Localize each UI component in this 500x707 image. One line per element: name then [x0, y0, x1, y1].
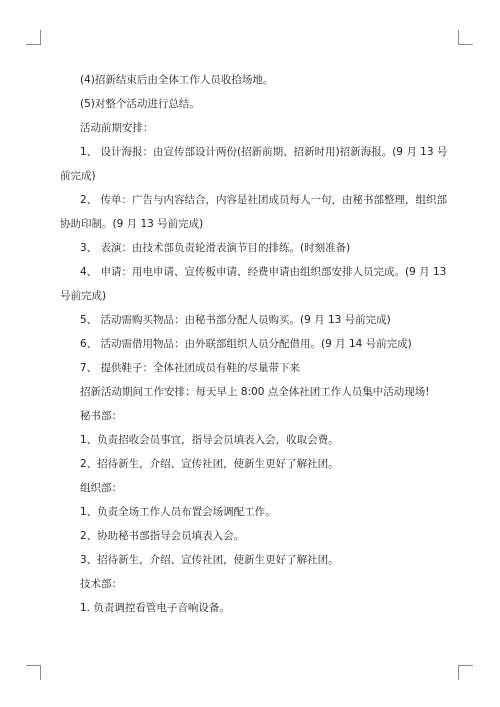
paragraph-continuation: 协助印制。(9 月 13 号前完成) — [60, 218, 204, 230]
paragraph-shoes: 7、 提供鞋子：全体社团成员有鞋的尽量带下来 — [80, 362, 301, 374]
paragraph-secretary-1: 1、负责招收会员事宜，指导会员填表入会，收取会费。 — [80, 434, 339, 446]
crop-mark-top-right — [458, 30, 473, 45]
paragraph-secretary-2: 2、招待新生，介绍、宣传社团，使新生更好了解社团。 — [80, 458, 339, 470]
paragraph-performance: 3、 表演：由技术部负责轮滑表演节目的排练。(时刻准备) — [80, 242, 351, 254]
paragraph-flyer — [60, 188, 450, 236]
paragraph-tech-1: 1. 负责调控看管电子音响设备。 — [80, 602, 230, 614]
crop-mark-top-left — [26, 30, 41, 45]
paragraph-organization-2: 2、协助秘书部指导会员填表入会。 — [80, 530, 245, 542]
paragraph-line: 1、 设计海报：由宣传部设计两份(招新前期、招新时用)招新海报。(9 月 13 号 — [80, 146, 448, 158]
paragraph-line: 4、 申请：用电申请、宣传板申请、经费申请由组织部安排人员完成。(9 月 13 — [80, 266, 447, 278]
crop-mark-bottom-left — [26, 665, 41, 680]
document-body — [60, 68, 450, 620]
paragraph-borrow: 6、 活动需借用物品：由外联部组织人员分配借用。(9 月 14 号前完成) — [80, 338, 412, 350]
heading-secretary-dept: 秘书部： — [80, 410, 122, 422]
paragraph-purchase: 5、 活动需购买物品：由秘书部分配人员购买。(9 月 13 号前完成) — [80, 314, 391, 326]
heading-tech-dept: 技术部： — [80, 578, 122, 590]
heading-pre-activity: 活动前期安排： — [80, 122, 154, 134]
paragraph-continuation: 前完成) — [60, 170, 96, 182]
heading-organization-dept: 组织部： — [80, 482, 122, 494]
paragraph-application — [60, 260, 450, 308]
paragraph-organization-3: 3、招待新生，介绍、宣传社团，使新生更好了解社团。 — [80, 554, 339, 566]
paragraph-poster — [60, 140, 450, 188]
paragraph-summary: (5)对整个活动进行总结。 — [80, 98, 200, 110]
paragraph-cleanup: (4)招新结束后由全体工作人员收拾场地。 — [80, 74, 274, 86]
paragraph-organization-1: 1、负责全场工作人员布置会场调配工作。 — [80, 506, 276, 518]
paragraph-continuation: 号前完成) — [60, 290, 107, 302]
crop-mark-bottom-right — [458, 665, 473, 680]
paragraph-line: 2、 传单：广告与内容结合，内容是社团成员每人一句，由秘书部整理，组织部 — [80, 194, 448, 206]
heading-during-activity: 招新活动期间工作安排：每天早上 8:00 点全体社团工作人员集中活动现场! — [80, 386, 430, 398]
